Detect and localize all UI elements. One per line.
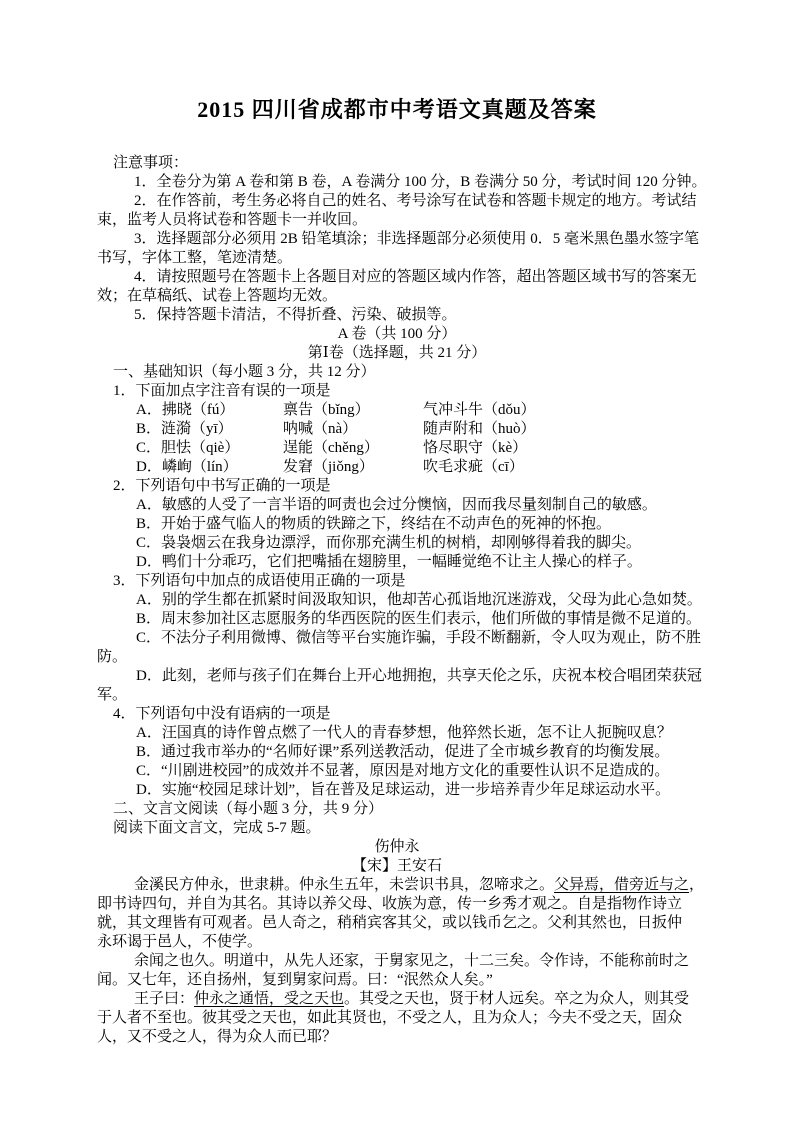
doc-line: A．敏感的人受了一言半语的呵责也会过分懊恼，因而我尽量刻制自己的敏感。 xyxy=(136,497,657,513)
doc-line: A．汪国真的诗作曾点燃了一代人的青春梦想，他猝然长逝，怎不让人扼腕叹息？ xyxy=(136,725,672,741)
underlined-phrase: 仲永之通悟，受之天也 xyxy=(194,991,345,1007)
option-column: 逞能（chěng） xyxy=(283,440,379,456)
doc-line: 军。 xyxy=(97,687,128,703)
doc-line: 束，监考人员将试卷和答题卡一并收回。 xyxy=(97,212,368,228)
doc-line xyxy=(136,420,697,439)
doc-line: 第Ⅰ卷（选择题，共 21 分） xyxy=(307,345,487,361)
option-column: 随声附和（huò） xyxy=(423,421,536,437)
doc-line: 5．保持答题卡清洁，不得折叠、污染、破损等。 xyxy=(134,307,457,323)
option-column: D．嶙峋（lín） xyxy=(136,459,238,475)
doc-line: B．开始于盛气临人的物质的铁蹄之下，终结在不动声色的死神的怀抱。 xyxy=(136,516,612,532)
doc-line: 一、基础知识（每小题 3 分，共 12 分） xyxy=(113,364,376,380)
option-column: 禀告（bǐng） xyxy=(283,402,370,418)
option-column: 气冲斗牛（dǒu） xyxy=(423,402,536,418)
text-segment: ， xyxy=(689,877,705,893)
doc-line: 2．在作答前，考生务必将自己的姓名、考号涂写在试卷和答题卡规定的地方。考试结 xyxy=(134,193,697,209)
option-column: 恪尽职守（kè） xyxy=(423,440,528,456)
doc-line: 2．下列语句中书写正确的一项是 xyxy=(113,478,331,494)
doc-line: 【宋】王安石 xyxy=(351,858,442,874)
option-column: C．胆怯（qiè） xyxy=(136,440,240,456)
doc-line: D．实施“校园足球计划”，旨在普及足球运动，进一步培养青少年足球运动水平。 xyxy=(136,782,671,798)
doc-line: A．别的学生都在抓紧时间汲取知识，他却苦心孤诣地沉迷游戏，父母为此心急如焚。 xyxy=(136,592,702,608)
doc-line: 4．下列语句中没有语病的一项是 xyxy=(113,706,331,722)
underlined-phrase: 父异焉，借旁近与之 xyxy=(554,877,690,893)
doc-line: 效；在草稿纸、试卷上答题均无效。 xyxy=(97,288,338,304)
doc-line: 阅读下面文言文，完成 5-7 题。 xyxy=(113,820,321,836)
text-segment: 金溪民方仲永，世隶耕。仲永生五年，未尝识书具，忽啼求之。 xyxy=(134,877,555,893)
doc-line: 闻。又七年，还自扬州，复到舅家问焉。曰：“泯然众人矣。” xyxy=(97,972,493,988)
doc-line xyxy=(136,439,697,458)
doc-line xyxy=(134,876,705,895)
doc-line: B．通过我市举办的“名师好课”系列送教活动，促进了全市城乡教育的均衡发展。 xyxy=(136,744,670,760)
doc-line: 伤仲永 xyxy=(374,839,420,855)
option-column: 吹毛求疵（cī） xyxy=(423,459,524,475)
doc-line: 3．选择题部分必须用 2B 铅笔填涂；非选择题部分必须使用 0．5 毫米黑色墨水签字笔 xyxy=(134,231,700,247)
text-segment: 王子曰： xyxy=(134,991,195,1007)
text-segment: 。其受之天也，贤于材人远矣。卒之为众人，则其受 xyxy=(344,991,690,1007)
doc-line: 书写，字体工整，笔迹清楚。 xyxy=(97,250,293,266)
doc-line xyxy=(136,458,697,477)
doc-line: B．周末参加社区志愿服务的华西医院的医生们表示，他们所做的事情是微不足道的。 xyxy=(136,611,702,627)
doc-line: 就，其文理皆有可观者。邑人奇之，稍稍宾客其父，或以钱币乞之。父利其然也，日扳仲 xyxy=(97,915,683,931)
doc-line: A 卷（共 100 分） xyxy=(337,326,457,342)
doc-line: 3．下列语句中加点的成语使用正确的一项是 xyxy=(113,573,406,589)
option-column: A．拂晓（fú） xyxy=(136,402,235,418)
doc-line xyxy=(136,401,697,420)
doc-line: 1．全卷分为第 A 卷和第 B 卷，A 卷满分 100 分，B 卷满分 50 分，考试时间 120 分钟。 xyxy=(134,174,707,190)
doc-line: D．此刻，老师与孩子们在舞台上开心地拥抱，共享天伦之乐，庆祝本校合唱团荣获冠 xyxy=(136,668,702,684)
option-column: B．涟漪（yī） xyxy=(136,421,233,437)
doc-line: 即书诗四句，并自为其名。其诗以养父母、收族为意，传一乡秀才观之。自是指物作诗立 xyxy=(97,896,683,912)
doc-line: C．“川剧进校园”的成效并不显著，原因是对地方文化的重要性认识不足造成的。 xyxy=(136,763,670,779)
doc-line xyxy=(134,990,697,1009)
doc-line: C．不法分子利用微博、微信等平台实施诈骗，手段不断翻新，令人叹为观止，防不胜 xyxy=(136,630,702,646)
option-column: 呐喊（nà） xyxy=(283,421,358,437)
doc-line: 4．请按照题号在答题卡上各题目对应的答题区域内作答，超出答题区域书写的答案无 xyxy=(134,269,697,285)
option-column: 发窘（jiǒng） xyxy=(283,459,374,475)
doc-line: 注意事项： xyxy=(113,155,189,171)
document-body xyxy=(97,154,707,1047)
doc-line: 于人者不至也。彼其受之天也，如此其贤也，不受之人，且为众人；今夫不受之天，固众 xyxy=(97,1010,683,1026)
doc-line: D．鸭们十分乖巧，它们把嘴插在翅膀里，一幅睡觉绝不让主人操心的样子。 xyxy=(136,554,642,570)
doc-line: 余闻之也久。明道中，从先人还家，于舅家见之，十二三矣。令作诗，不能称前时之 xyxy=(134,953,690,969)
doc-line: 二、文言文阅读（每小题 3 分，共 9 分） xyxy=(113,801,384,817)
doc-line: 防。 xyxy=(97,649,128,665)
page-title: 2015 四川省成都市中考语文真题及答案 xyxy=(197,97,597,122)
doc-line: C．袅袅烟云在我身边漂浮，而你那充满生机的树梢，却刚够得着我的脚尖。 xyxy=(136,535,642,551)
doc-line: 永环谒于邑人，不使学。 xyxy=(97,934,263,950)
doc-line: 人，又不受之人，得为众人而已耶？ xyxy=(97,1029,338,1045)
doc-line: 1．下面加点字注音有误的一项是 xyxy=(113,383,331,399)
